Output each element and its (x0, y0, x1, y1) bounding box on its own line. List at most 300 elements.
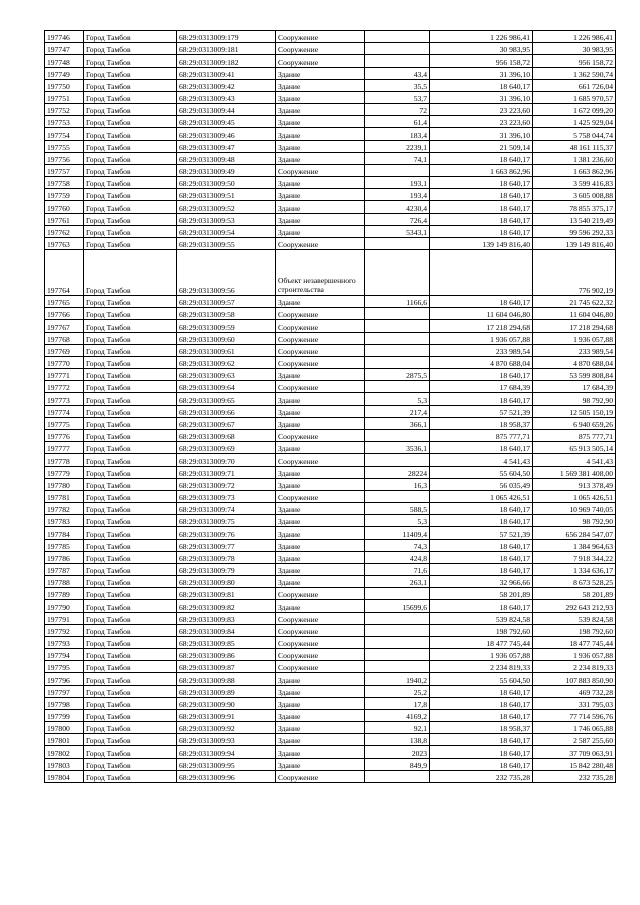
record-number-cell: 197766 (45, 308, 84, 320)
record-number-cell: 197759 (45, 189, 84, 201)
specific-value-cell: 18 640,17 (430, 563, 533, 575)
object-type-cell: Здание (276, 478, 365, 490)
object-type-cell: Сооружение (276, 332, 365, 344)
specific-value-cell: 2 234 819,33 (430, 661, 533, 673)
cadastral-number-cell: 68:29:0313009:182 (177, 55, 276, 67)
object-type-cell: Здание (276, 722, 365, 734)
object-type-cell: Сооружение (276, 770, 365, 782)
cadastral-value-cell: 233 989,54 (533, 344, 616, 356)
city-cell: Город Тамбов (84, 213, 177, 225)
cadastral-number-cell: 68:29:0313009:87 (177, 661, 276, 673)
table-row (45, 490, 616, 502)
object-type-cell: Сооружение (276, 31, 365, 43)
cadastral-number-cell: 68:29:0313009:52 (177, 201, 276, 213)
city-cell: Город Тамбов (84, 116, 177, 128)
specific-value-cell: 18 640,17 (430, 758, 533, 770)
specific-value-cell: 139 149 816,40 (430, 237, 533, 249)
area-cell (365, 320, 430, 332)
cadastral-value-cell: 661 726,04 (533, 79, 616, 91)
specific-value-cell: 31 396,10 (430, 67, 533, 79)
area-cell (365, 250, 430, 296)
city-cell: Город Тамбов (84, 55, 177, 67)
cadastral-number-cell: 68:29:0313009:46 (177, 128, 276, 140)
city-cell: Город Тамбов (84, 576, 177, 588)
city-cell: Город Тамбов (84, 758, 177, 770)
table-row (45, 116, 616, 128)
city-cell: Город Тамбов (84, 152, 177, 164)
specific-value-cell: 1 936 057,88 (430, 332, 533, 344)
object-type-cell: Здание (276, 551, 365, 563)
table-row (45, 91, 616, 103)
cadastral-value-cell: 65 913 505,14 (533, 442, 616, 454)
cadastral-value-cell: 2 587 255,60 (533, 734, 616, 746)
area-cell (365, 429, 430, 441)
table-row (45, 770, 616, 782)
cadastral-number-cell: 68:29:0313009:44 (177, 104, 276, 116)
table-row (45, 177, 616, 189)
specific-value-cell: 18 640,17 (430, 685, 533, 697)
cadastral-value-cell: 1 334 636,17 (533, 563, 616, 575)
object-type-cell: Здание (276, 405, 365, 417)
cadastral-value-cell: 5 758 044,74 (533, 128, 616, 140)
area-cell: 2875,5 (365, 369, 430, 381)
cadastral-number-cell: 68:29:0313009:55 (177, 237, 276, 249)
object-type-cell: Здание (276, 225, 365, 237)
city-cell: Город Тамбов (84, 612, 177, 624)
specific-value-cell: 1 663 862,96 (430, 164, 533, 176)
area-cell (365, 31, 430, 43)
city-cell: Город Тамбов (84, 673, 177, 685)
object-type-cell: Здание (276, 442, 365, 454)
cadastral-value-cell: 17 684,39 (533, 381, 616, 393)
object-type-cell: Сооружение (276, 356, 365, 368)
cadastral-value-cell: 1 362 590,74 (533, 67, 616, 79)
object-type-cell: Здание (276, 152, 365, 164)
record-number-cell: 197761 (45, 213, 84, 225)
area-cell: 193,1 (365, 177, 430, 189)
area-cell: 4169,2 (365, 709, 430, 721)
area-cell: 43,4 (365, 67, 430, 79)
specific-value-cell: 31 396,10 (430, 128, 533, 140)
area-cell: 2023 (365, 746, 430, 758)
record-number-cell: 197769 (45, 344, 84, 356)
object-type-cell: Сооружение (276, 43, 365, 55)
city-cell: Город Тамбов (84, 709, 177, 721)
specific-value-cell: 4 541,43 (430, 454, 533, 466)
cadastral-value-cell: 139 149 816,40 (533, 237, 616, 249)
area-cell (365, 332, 430, 344)
table-row (45, 709, 616, 721)
specific-value-cell: 875 777,71 (430, 429, 533, 441)
specific-value-cell: 23 223,60 (430, 104, 533, 116)
city-cell: Город Тамбов (84, 466, 177, 478)
table-row (45, 758, 616, 770)
cadastral-number-cell: 68:29:0313009:63 (177, 369, 276, 381)
table-row (45, 673, 616, 685)
object-type-cell: Здание (276, 91, 365, 103)
table-row (45, 417, 616, 429)
table-row (45, 152, 616, 164)
cadastral-number-cell: 68:29:0313009:65 (177, 393, 276, 405)
specific-value-cell: 18 640,17 (430, 503, 533, 515)
record-number-cell: 197778 (45, 454, 84, 466)
cadastral-number-cell: 68:29:0313009:74 (177, 503, 276, 515)
record-number-cell: 197792 (45, 624, 84, 636)
table-row (45, 588, 616, 600)
record-number-cell: 197757 (45, 164, 84, 176)
specific-value-cell: 31 396,10 (430, 91, 533, 103)
city-cell: Город Тамбов (84, 43, 177, 55)
table-row (45, 344, 616, 356)
record-number-cell: 197775 (45, 417, 84, 429)
cadastral-value-cell: 3 605 008,88 (533, 189, 616, 201)
city-cell: Город Тамбов (84, 442, 177, 454)
area-cell: 217,4 (365, 405, 430, 417)
city-cell: Город Тамбов (84, 490, 177, 502)
city-cell: Город Тамбов (84, 661, 177, 673)
cadastral-value-cell: 232 735,28 (533, 770, 616, 782)
cadastral-number-cell: 68:29:0313009:93 (177, 734, 276, 746)
cadastral-number-cell: 68:29:0313009:61 (177, 344, 276, 356)
record-number-cell: 197798 (45, 697, 84, 709)
table-row (45, 296, 616, 308)
table-row (45, 478, 616, 490)
cadastral-value-cell: 1 672 099,20 (533, 104, 616, 116)
cadastral-value-cell: 10 969 740,05 (533, 503, 616, 515)
table-row (45, 67, 616, 79)
cadastral-value-cell: 11 604 046,80 (533, 308, 616, 320)
record-number-cell: 197770 (45, 356, 84, 368)
record-number-cell: 197755 (45, 140, 84, 152)
city-cell: Город Тамбов (84, 320, 177, 332)
table-row (45, 189, 616, 201)
object-type-cell: Здание (276, 201, 365, 213)
specific-value-cell: 55 604,50 (430, 673, 533, 685)
cadastral-number-cell: 68:29:0313009:54 (177, 225, 276, 237)
cadastral-value-cell: 776 902,19 (533, 250, 616, 296)
specific-value-cell: 18 640,17 (430, 442, 533, 454)
table-row (45, 527, 616, 539)
specific-value-cell (430, 250, 533, 296)
area-cell: 849,9 (365, 758, 430, 770)
cadastral-number-cell: 68:29:0313009:69 (177, 442, 276, 454)
object-type-cell: Здание (276, 466, 365, 478)
city-cell: Город Тамбов (84, 429, 177, 441)
area-cell: 5343,1 (365, 225, 430, 237)
record-number-cell: 197753 (45, 116, 84, 128)
city-cell: Город Тамбов (84, 454, 177, 466)
city-cell: Город Тамбов (84, 478, 177, 490)
record-number-cell: 197768 (45, 332, 84, 344)
specific-value-cell: 18 640,17 (430, 152, 533, 164)
cadastral-value-cell: 913 378,49 (533, 478, 616, 490)
object-type-cell: Сооружение (276, 308, 365, 320)
area-cell (365, 55, 430, 67)
record-number-cell: 197796 (45, 673, 84, 685)
specific-value-cell: 956 158,72 (430, 55, 533, 67)
object-type-cell: Сооружение (276, 588, 365, 600)
table-row (45, 454, 616, 466)
table-row (45, 320, 616, 332)
object-type-cell: Сооружение (276, 164, 365, 176)
cadastral-value-cell: 98 792,90 (533, 515, 616, 527)
city-cell: Город Тамбов (84, 308, 177, 320)
object-type-cell: Здание (276, 576, 365, 588)
cadastral-value-cell: 3 599 416,83 (533, 177, 616, 189)
table-row (45, 429, 616, 441)
table-row (45, 551, 616, 563)
city-cell: Город Тамбов (84, 734, 177, 746)
cadastral-value-cell: 37 709 063,91 (533, 746, 616, 758)
city-cell: Город Тамбов (84, 369, 177, 381)
area-cell (365, 381, 430, 393)
city-cell: Город Тамбов (84, 67, 177, 79)
table-row (45, 140, 616, 152)
object-type-cell: Здание (276, 746, 365, 758)
cadastral-number-cell: 68:29:0313009:92 (177, 722, 276, 734)
cadastral-number-cell: 68:29:0313009:51 (177, 189, 276, 201)
cadastral-number-cell: 68:29:0313009:88 (177, 673, 276, 685)
cadastral-number-cell: 68:29:0313009:58 (177, 308, 276, 320)
cadastral-number-cell: 68:29:0313009:43 (177, 91, 276, 103)
city-cell: Город Тамбов (84, 405, 177, 417)
table-row (45, 612, 616, 624)
table-row (45, 308, 616, 320)
cadastral-number-cell: 68:29:0313009:41 (177, 67, 276, 79)
table-row (45, 104, 616, 116)
cadastral-number-cell: 68:29:0313009:96 (177, 770, 276, 782)
cadastral-value-cell: 1 384 964,63 (533, 539, 616, 551)
cadastral-value-cell: 956 158,72 (533, 55, 616, 67)
cadastral-number-cell: 68:29:0313009:60 (177, 332, 276, 344)
area-cell: 424,8 (365, 551, 430, 563)
record-number-cell: 197795 (45, 661, 84, 673)
cadastral-number-cell: 68:29:0313009:82 (177, 600, 276, 612)
record-number-cell: 197774 (45, 405, 84, 417)
area-cell (365, 661, 430, 673)
specific-value-cell: 17 218 294,68 (430, 320, 533, 332)
specific-value-cell: 18 640,17 (430, 734, 533, 746)
area-cell (365, 43, 430, 55)
specific-value-cell: 18 640,17 (430, 746, 533, 758)
specific-value-cell: 1 065 426,51 (430, 490, 533, 502)
table-row (45, 225, 616, 237)
cadastral-number-cell: 68:29:0313009:42 (177, 79, 276, 91)
table-row (45, 515, 616, 527)
cadastral-number-cell: 68:29:0313009:50 (177, 177, 276, 189)
city-cell: Город Тамбов (84, 140, 177, 152)
object-type-cell: Здание (276, 213, 365, 225)
cadastral-number-cell: 68:29:0313009:179 (177, 31, 276, 43)
area-cell (365, 770, 430, 782)
record-number-cell: 197752 (45, 104, 84, 116)
cadastral-value-cell: 1 381 236,60 (533, 152, 616, 164)
cadastral-number-cell: 68:29:0313009:72 (177, 478, 276, 490)
cadastral-value-cell: 58 201,89 (533, 588, 616, 600)
record-number-cell: 197751 (45, 91, 84, 103)
city-cell: Город Тамбов (84, 177, 177, 189)
city-cell: Город Тамбов (84, 515, 177, 527)
record-number-cell: 197803 (45, 758, 84, 770)
city-cell: Город Тамбов (84, 189, 177, 201)
record-number-cell: 197790 (45, 600, 84, 612)
table-row (45, 539, 616, 551)
cadastral-number-cell: 68:29:0313009:48 (177, 152, 276, 164)
object-type-cell: Сооружение (276, 55, 365, 67)
record-number-cell: 197781 (45, 490, 84, 502)
specific-value-cell: 56 035,49 (430, 478, 533, 490)
table-row (45, 381, 616, 393)
cadastral-number-cell: 68:29:0313009:68 (177, 429, 276, 441)
cadastral-value-cell: 1 226 986,41 (533, 31, 616, 43)
record-number-cell: 197777 (45, 442, 84, 454)
table-row (45, 685, 616, 697)
record-number-cell: 197802 (45, 746, 84, 758)
table-row (45, 332, 616, 344)
city-cell: Город Тамбов (84, 770, 177, 782)
record-number-cell: 197791 (45, 612, 84, 624)
object-type-cell: Здание (276, 393, 365, 405)
cadastral-number-cell: 68:29:0313009:78 (177, 551, 276, 563)
cadastral-value-cell: 1 425 929,04 (533, 116, 616, 128)
city-cell: Город Тамбов (84, 225, 177, 237)
record-number-cell: 197776 (45, 429, 84, 441)
specific-value-cell: 18 640,17 (430, 551, 533, 563)
object-type-cell: Сооружение (276, 344, 365, 356)
area-cell (365, 636, 430, 648)
record-number-cell: 197784 (45, 527, 84, 539)
city-cell: Город Тамбов (84, 588, 177, 600)
area-cell: 5,3 (365, 515, 430, 527)
cadastral-value-table (44, 30, 616, 783)
specific-value-cell: 232 735,28 (430, 770, 533, 782)
table-row (45, 442, 616, 454)
object-type-cell: Здание (276, 515, 365, 527)
specific-value-cell: 18 640,17 (430, 709, 533, 721)
cadastral-value-cell: 4 870 688,04 (533, 356, 616, 368)
cadastral-value-cell: 17 218 294,68 (533, 320, 616, 332)
table-row (45, 576, 616, 588)
specific-value-cell: 18 958,37 (430, 417, 533, 429)
city-cell: Город Тамбов (84, 128, 177, 140)
cadastral-value-cell: 12 505 150,19 (533, 405, 616, 417)
cadastral-number-cell: 68:29:0313009:86 (177, 649, 276, 661)
cadastral-number-cell: 68:29:0313009:47 (177, 140, 276, 152)
cadastral-value-cell: 13 540 219,49 (533, 213, 616, 225)
record-number-cell: 197793 (45, 636, 84, 648)
area-cell: 193,4 (365, 189, 430, 201)
specific-value-cell: 18 640,17 (430, 369, 533, 381)
record-number-cell: 197799 (45, 709, 84, 721)
record-number-cell: 197779 (45, 466, 84, 478)
area-cell (365, 308, 430, 320)
record-number-cell: 197746 (45, 31, 84, 43)
record-number-cell: 197789 (45, 588, 84, 600)
specific-value-cell: 21 509,14 (430, 140, 533, 152)
area-cell: 5,3 (365, 393, 430, 405)
cadastral-number-cell: 68:29:0313009:90 (177, 697, 276, 709)
cadastral-value-cell: 1 936 057,88 (533, 332, 616, 344)
area-cell: 16,3 (365, 478, 430, 490)
object-type-cell: Здание (276, 67, 365, 79)
specific-value-cell: 18 477 745,44 (430, 636, 533, 648)
city-cell: Город Тамбов (84, 685, 177, 697)
cadastral-number-cell: 68:29:0313009:62 (177, 356, 276, 368)
table-row (45, 237, 616, 249)
cadastral-number-cell: 68:29:0313009:57 (177, 296, 276, 308)
city-cell: Город Тамбов (84, 79, 177, 91)
cadastral-value-cell: 1 936 057,88 (533, 649, 616, 661)
area-cell: 588,5 (365, 503, 430, 515)
cadastral-value-cell: 7 918 344,22 (533, 551, 616, 563)
object-type-cell: Здание (276, 734, 365, 746)
record-number-cell: 197758 (45, 177, 84, 189)
object-type-cell: Сооружение (276, 624, 365, 636)
record-number-cell: 197754 (45, 128, 84, 140)
area-cell (365, 356, 430, 368)
object-type-cell: Здание (276, 104, 365, 116)
city-cell: Город Тамбов (84, 624, 177, 636)
table-body (45, 31, 616, 783)
cadastral-value-cell: 198 792,60 (533, 624, 616, 636)
object-type-cell: Здание (276, 79, 365, 91)
table-row (45, 55, 616, 67)
city-cell: Город Тамбов (84, 600, 177, 612)
record-number-cell: 197773 (45, 393, 84, 405)
area-cell: 28224 (365, 466, 430, 478)
cadastral-value-cell: 2 234 819,33 (533, 661, 616, 673)
cadastral-number-cell: 68:29:0313009:56 (177, 250, 276, 296)
city-cell: Город Тамбов (84, 164, 177, 176)
city-cell: Город Тамбов (84, 332, 177, 344)
table-row (45, 734, 616, 746)
cadastral-value-cell: 4 541,43 (533, 454, 616, 466)
cadastral-number-cell: 68:29:0313009:85 (177, 636, 276, 648)
table-row (45, 466, 616, 478)
specific-value-cell: 30 983,95 (430, 43, 533, 55)
area-cell (365, 624, 430, 636)
cadastral-number-cell: 68:29:0313009:66 (177, 405, 276, 417)
city-cell: Город Тамбов (84, 91, 177, 103)
object-type-cell: Сооружение (276, 381, 365, 393)
city-cell: Город Тамбов (84, 539, 177, 551)
object-type-cell: Сооружение (276, 454, 365, 466)
record-number-cell: 197749 (45, 67, 84, 79)
area-cell: 1940,2 (365, 673, 430, 685)
specific-value-cell: 18 640,17 (430, 697, 533, 709)
specific-value-cell: 539 824,58 (430, 612, 533, 624)
object-type-cell: Сооружение (276, 649, 365, 661)
specific-value-cell: 18 640,17 (430, 177, 533, 189)
object-type-cell: Здание (276, 128, 365, 140)
record-number-cell: 197786 (45, 551, 84, 563)
cadastral-value-cell: 539 824,58 (533, 612, 616, 624)
area-cell: 74,3 (365, 539, 430, 551)
object-type-cell: Здание (276, 296, 365, 308)
area-cell: 183,4 (365, 128, 430, 140)
specific-value-cell: 233 989,54 (430, 344, 533, 356)
area-cell (365, 344, 430, 356)
specific-value-cell: 18 958,37 (430, 722, 533, 734)
table-row (45, 201, 616, 213)
cadastral-number-cell: 68:29:0313009:45 (177, 116, 276, 128)
record-number-cell: 197747 (45, 43, 84, 55)
cadastral-value-cell: 8 673 528,25 (533, 576, 616, 588)
specific-value-cell: 18 640,17 (430, 393, 533, 405)
area-cell (365, 164, 430, 176)
table-row (45, 624, 616, 636)
area-cell: 3536,1 (365, 442, 430, 454)
